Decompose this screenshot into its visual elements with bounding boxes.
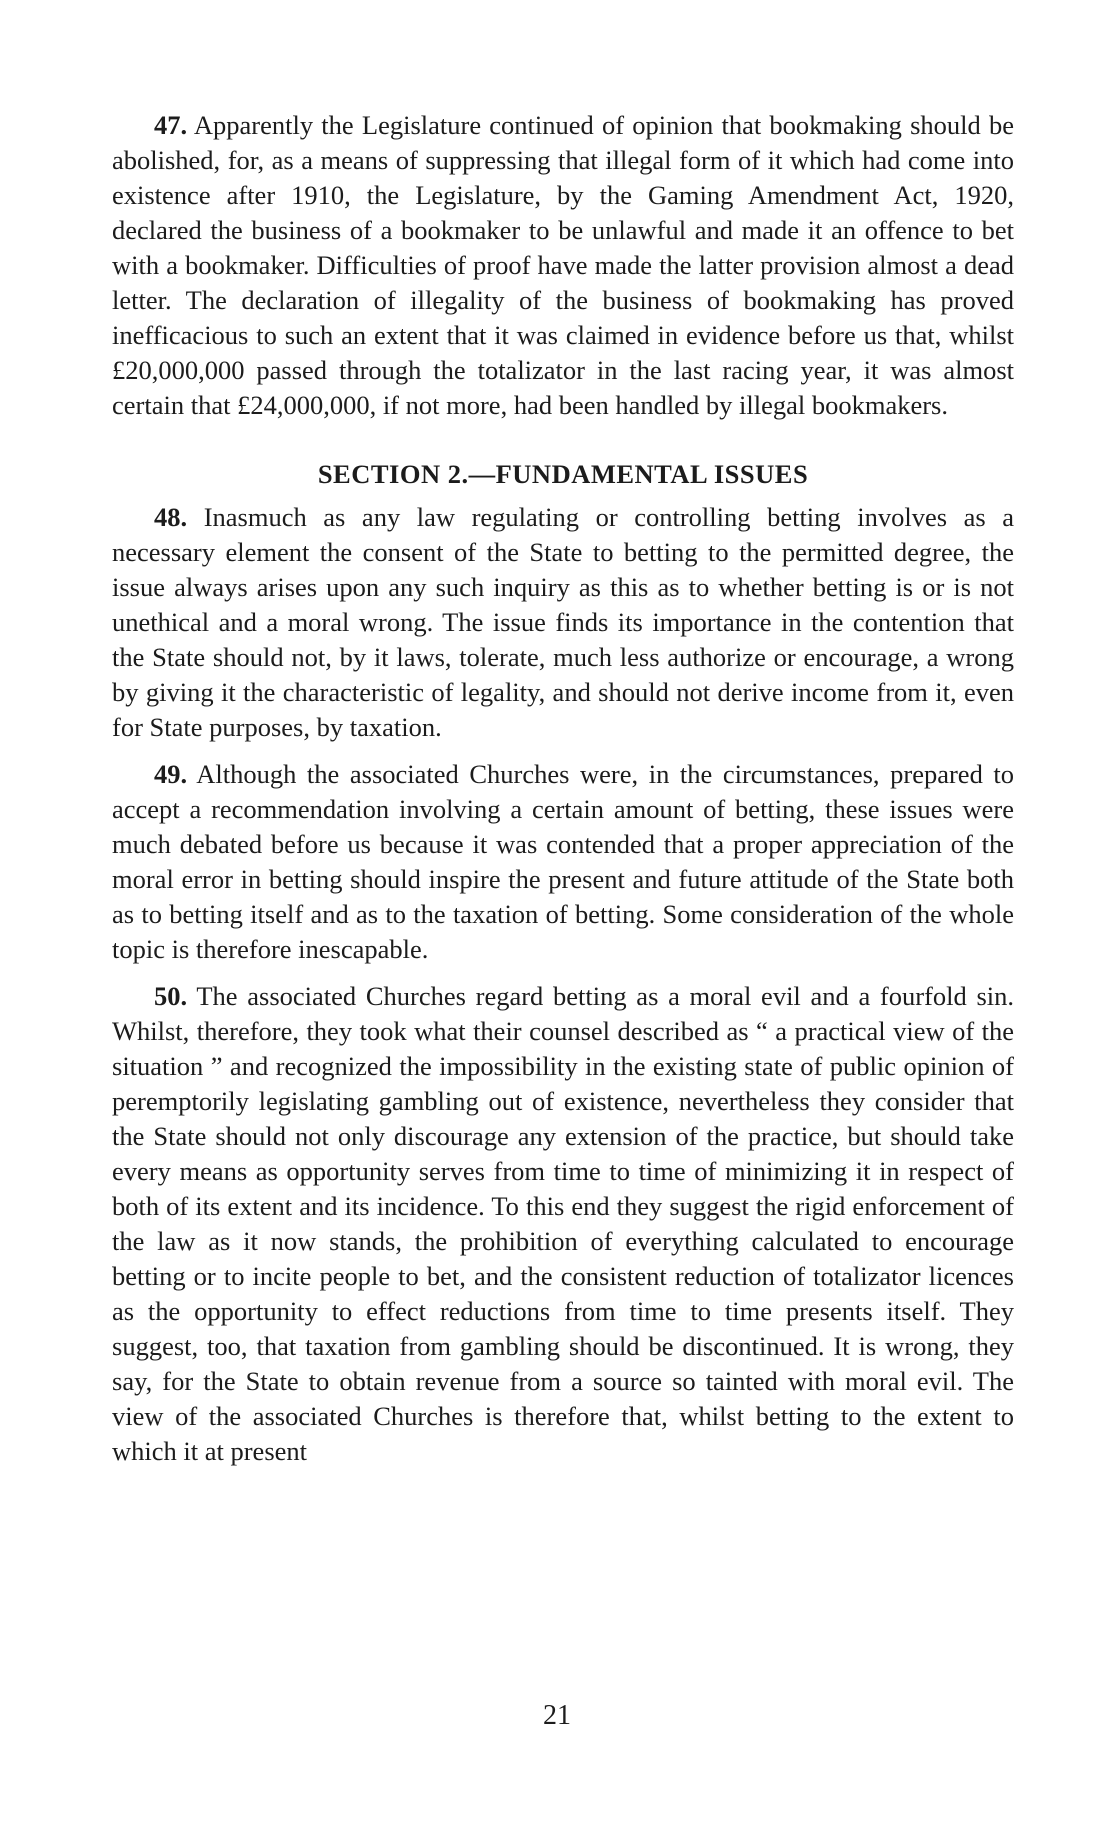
paragraph-text: Although the associated Churches were, in the circumstances, prepared to accept a recommendation involving a certain amount of betting, these issues were much debated before us because it was contended that a proper appreciation of the moral error in betting should inspire the present and future attitude of the State both as to betting itself and as to the taxation of betting. Some consideration of the whole topic is therefore inescapable. (112, 759, 1015, 964)
paragraph-number: 48. (154, 502, 188, 532)
page-number: 21 (543, 1700, 571, 1731)
document-body (112, 108, 1014, 1469)
paragraph-text: The associated Churches regard betting as a moral evil and a fourfold sin. Whilst, therefore, they took what their counsel described as “ a practical view of the situation ” and recognized the impossibility in the existing state of public opinion of peremptorily legislating gambling out of existence, nevertheless they consider that the State should not only discourage any extension of the practice, but should take every means as opportunity serves from time to time of minimizing it in respect of both of its extent and its incidence. To this end they suggest the rigid enforcement of the law as it now stands, the prohibition of everything calculated to encourage betting or to incite people to bet, and the consistent reduction of totalizator licences as the opportunity to effect reductions from time to time presents itself. They suggest, too, that taxation from gambling should be discontinued. It is wrong, they say, for the State to obtain revenue from a source so tainted with moral evil. The view of the associated Churches is therefore that, whilst betting to the extent to which it at present (112, 981, 1014, 1466)
section-heading: SECTION 2.—FUNDAMENTAL ISSUES (317, 459, 809, 489)
paragraph-text: Inasmuch as any law regulating or controlling betting involves as a necessary element the consent of the State to betting to the permitted degree, the issue always arises upon any such inquiry as this as to whether betting is or is not unethical and a moral wrong. The issue finds its importance in the contention that the State should not, by it laws, tolerate, much less authorize or encourage, a wrong by giving it the characteristic of legality, and should not derive income from it, even for State purposes, by taxation. (112, 502, 1014, 742)
paragraph-49 (112, 757, 1014, 967)
paragraph-50 (112, 979, 1014, 1469)
paragraph-48 (112, 500, 1014, 745)
paragraph-number: 50. (154, 981, 188, 1011)
paragraph-text: Apparently the Legislature continued of opinion that bookmaking should be abolished, for, as a means of suppressing that illegal form of it which had come into existence after 1910, the Legislature, by the Gaming Amendment Act, 1920, declared the business of a bookmaker to be unlawful and made it an offence to bet with a bookmaker. Difficulties of proof have made the latter provision almost a dead letter. The declaration of illegality of the business of bookmaking has proved inefficacious to such an extent that it was claimed in evidence before us that, whilst £20,000,000 passed through the totalizator in the last racing year, it was almost certain that £24,000,000, if not more, had been handled by illegal bookmakers. (112, 110, 1014, 420)
paragraph-number: 47. (154, 110, 188, 140)
paragraph-47 (112, 108, 1014, 423)
paragraph-number: 49. (154, 759, 188, 789)
